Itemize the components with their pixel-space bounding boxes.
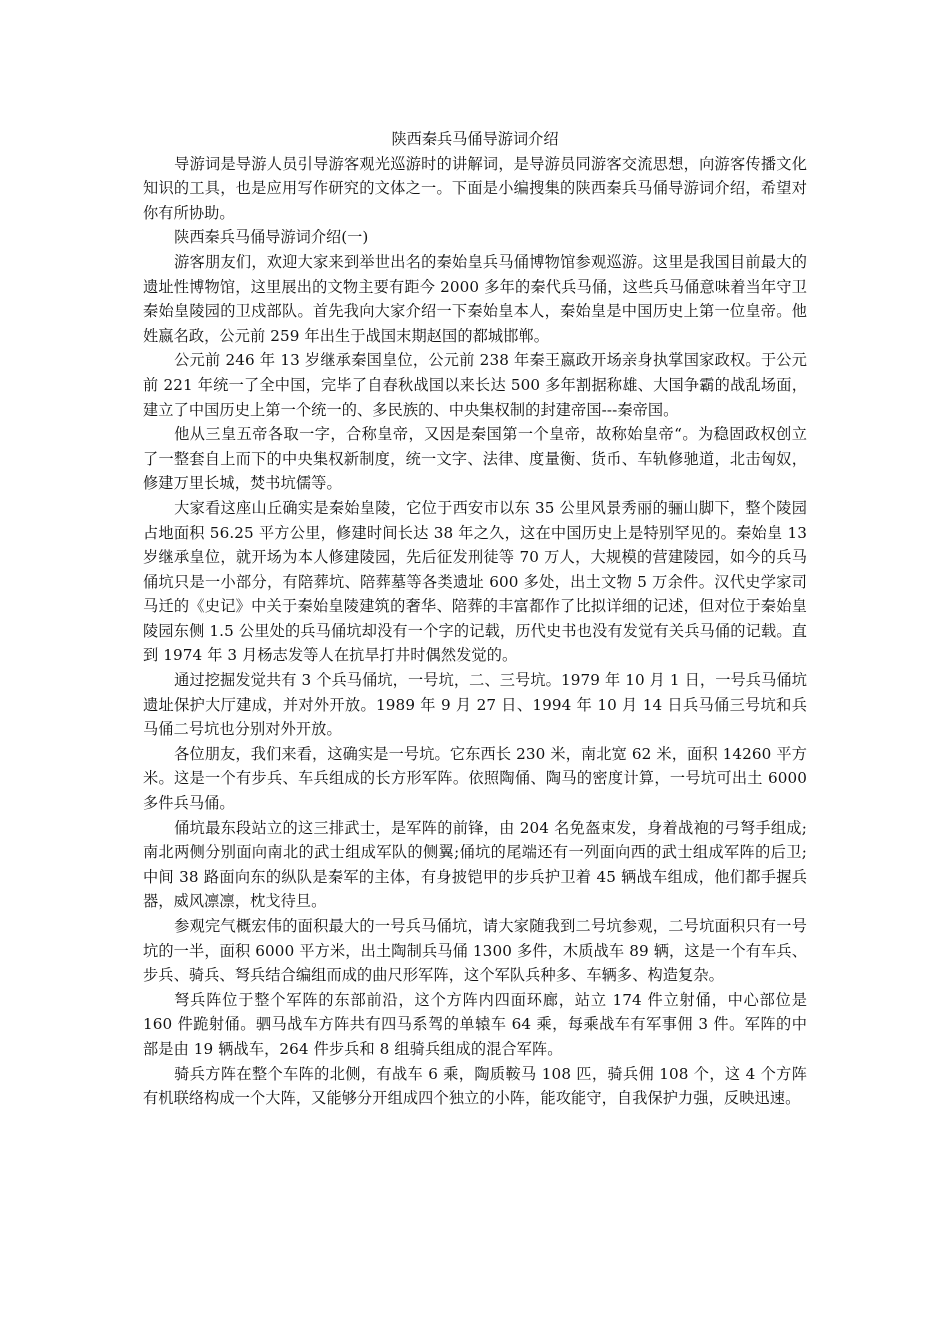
- section-heading: 陕西秦兵马俑导游词介绍(一): [174, 228, 369, 247]
- paragraph-9: 弩兵阵位于整个军阵的东部前沿，这个方阵内四面环廊，站立 174 件立射俑，中心部位是 160 件跪射俑。驷马战车方阵共有四马系驾的单辕车 64 乘，每乘战车有军事佣 3 件。军阵的中部是由 19 辆战车，264 件步兵和 8 组骑兵组成的混合军阵。: [143, 990, 807, 1058]
- document-title: 陕西秦兵马俑导游词介绍: [391, 130, 559, 148]
- paragraph-3: 他从三皇五帝各取一字，合称皇帝，又因是秦国第一个皇帝，故称始皇帝“。为稳固政权创立了一整套自上而下的中央集权新制度，统一文字、法律、度量衡、货币、车轨修驰道，北击匈奴，修建万里长城，焚书坑儒等。: [143, 425, 807, 493]
- paragraph-6: 各位朋友，我们来看，这确实是一号坑。它东西长 230 米，南北宽 62 米，面积 14260 平方米。这是一个有步兵、车兵组成的长方形军阵。依照陶俑、陶马的密度计算，一号坑可出土 6000 多件兵马俑。: [143, 744, 807, 813]
- intro-paragraph: 导游词是导游人员引导游客观光巡游时的讲解词，是导游员同游客交流思想，向游客传播文化知识的工具，也是应用写作研究的文体之一。下面是小编搜集的陕西秦兵马俑导游词介绍，希望对你有所协助。: [143, 154, 807, 222]
- paragraph-8: 参观完气概宏伟的面积最大的一号兵马俑坑，请大家随我到二号坑参观，二号坑面积只有一号坑的一半，面积 6000 平方米，出土陶制兵马俑 1300 多件，木质战车 89 辆，这是一个有车兵、步兵、骑兵、弩兵结合编组而成的曲尺形军阵，这个军队兵种多、车辆多、构造复杂。: [143, 917, 807, 985]
- paragraph-4: 大家看这座山丘确实是秦始皇陵，它位于西安市以东 35 公里风景秀丽的骊山脚下，整个陵园占地面积 56.25 平方公里，修建时间长达 38 年之久，这在中国历史上是特别罕见的。秦始皇 13 岁继承皇位，就开场为本人修建陵园，先后征发刑徒等 70 万人，大规模的营建陵园，如今的兵马俑坑只是一小部分，有陪葬坑、陪葬墓等各类遗址 600 多处，出土文物 5 万余件。汉代史学家司马迁的《史记》中关于秦始皇陵建筑的奢华、陪葬的丰富都作了比拟详细的记述，但对位于秦始皇陵园东侧 1.5 公里处的兵马俑坑却没有一个字的记载，历代史书也没有发觉有关兵马俑的记载。直到 1974 年 3 月杨志发等人在抗旱打井时偶然发觉的。: [143, 498, 807, 665]
- paragraph-5: 通过挖掘发觉共有 3 个兵马俑坑，一号坑，二、三号坑。1979 年 10 月 1 日，一号兵马俑坑遗址保护大厅建成，并对外开放。1989 年 9 月 27 日、1994 年 10 月 14 日兵马俑三号坑和兵马俑二号坑也分别对外开放。: [143, 671, 807, 739]
- paragraph-1: 游客朋友们，欢迎大家来到举世出名的秦始皇兵马俑博物馆参观巡游。这里是我国目前最大的遗址性博物馆，这里展出的文物主要有距今 2000 多年的秦代兵马俑，这些兵马俑意味着当年守卫秦始皇陵园的卫戍部队。首先我向大家介绍一下秦始皇本人，秦始皇是中国历史上第一位皇帝。他姓嬴名政，公元前 259 年出生于战国末期赵国的都城邯郸。: [143, 252, 807, 345]
- document-page: [143, 127, 807, 1111]
- paragraph-10: 骑兵方阵在整个车阵的北侧，有战车 6 乘，陶质鞍马 108 匹，骑兵佣 108 个，这 4 个方阵有机联络构成一个大阵，又能够分开组成四个独立的小阵，能攻能守，自我保护力强，反映迅速。: [143, 1064, 807, 1108]
- paragraph-2: 公元前 246 年 13 岁继承秦国皇位，公元前 238 年秦王嬴政开场亲身执掌国家政权。于公元前 221 年统一了全中国，完毕了自春秋战国以来长达 500 多年割据称雄、大国争霸的战乱场面，建立了中国历史上第一个统一的、多民族的、中央集权制的封建帝国---秦帝国。: [143, 351, 807, 419]
- paragraph-7: 俑坑最东段站立的这三排武士，是军阵的前锋，由 204 名免盔束发，身着战袍的弓弩手组成;南北两侧分别面向南北的武士组成军队的侧翼;俑坑的尾端还有一列面向西的武士组成军阵的后卫;中间 38 路面向东的纵队是秦军的主体，有身披铠甲的步兵护卫着 45 辆战车组成，他们都手握兵器，威风凛凛，枕戈待旦。: [143, 818, 807, 911]
